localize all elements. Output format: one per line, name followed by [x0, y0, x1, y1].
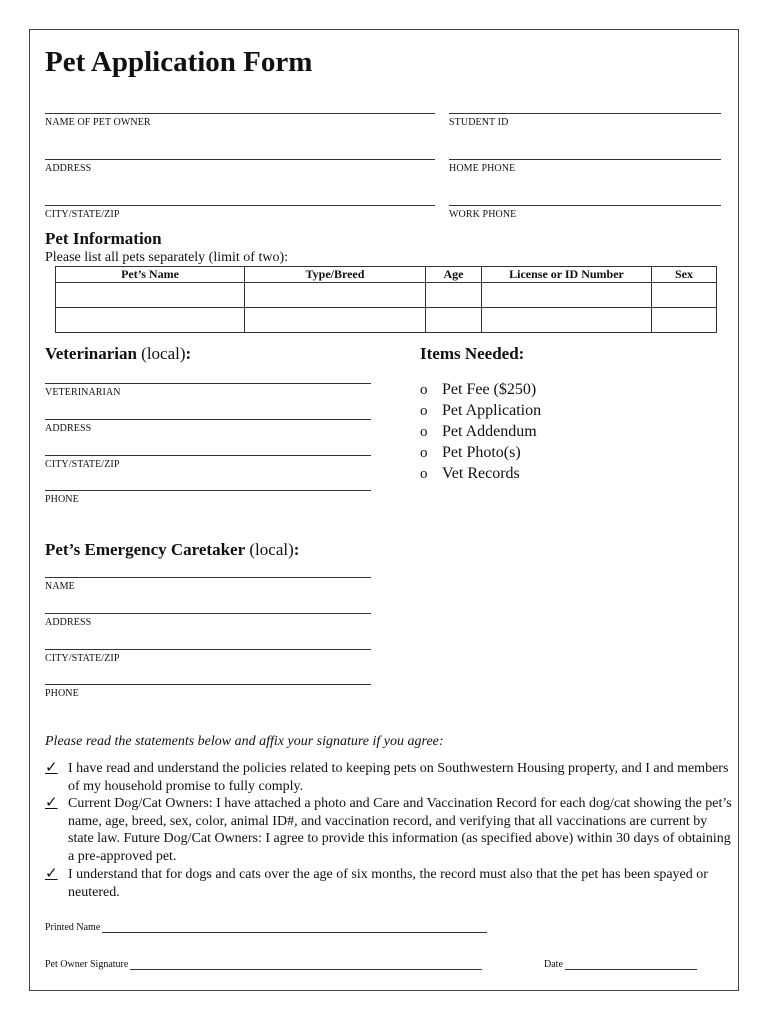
- work-phone-line[interactable]: [449, 205, 721, 206]
- owner-city-line[interactable]: [45, 205, 435, 206]
- date-row: [544, 959, 697, 970]
- list-item: [420, 400, 541, 421]
- item-pet-application: Pet Application: [442, 402, 542, 419]
- statements-instruction: Please read the statements below and affix your signature if you agree:: [45, 734, 444, 749]
- pet2-sex-cell[interactable]: [652, 308, 717, 333]
- pet-table: [55, 266, 717, 333]
- bullet-icon: o: [420, 466, 428, 482]
- pet1-breed-cell[interactable]: [245, 283, 426, 308]
- date-label: Date: [544, 959, 563, 970]
- pet2-name-cell[interactable]: [56, 308, 245, 333]
- vet-city-label: CITY/STATE/ZIP: [45, 459, 120, 470]
- caretaker-heading-colon: :: [293, 540, 300, 559]
- caretaker-address-label: ADDRESS: [45, 617, 92, 628]
- statement-text: I have read and understand the policies related to keeping pets on Southwestern Housing property, and I and members of my household promise to fully comply.: [68, 761, 729, 794]
- caretaker-name-line[interactable]: [45, 577, 371, 578]
- signature-row: [45, 959, 482, 970]
- pet2-breed-cell[interactable]: [245, 308, 426, 333]
- bullet-icon: o: [420, 424, 428, 440]
- work-phone-label: WORK PHONE: [449, 209, 517, 220]
- checkmark-icon[interactable]: ✓: [45, 795, 58, 811]
- pet1-age-cell[interactable]: [426, 283, 482, 308]
- list-item: [420, 463, 541, 484]
- owner-signature-field[interactable]: [130, 959, 482, 970]
- statement-text: Current Dog/Cat Owners: I have attached a photo and Care and Vaccination Record for each dog/cat showing the pet’s name, age, breed, sex, color, animal ID#, and vaccination record, and verifying that all vaccinations are current by state law. Future Dog/Cat Owners: I agree to provide this information (as specified above) within 30 days of obtaining a pre-approved pet.: [68, 796, 732, 864]
- col-type-breed: Type/Breed: [245, 267, 426, 283]
- caretaker-phone-label: PHONE: [45, 688, 79, 699]
- statement-spayed: [45, 866, 735, 901]
- printed-name-row: [45, 922, 487, 933]
- home-phone-label: HOME PHONE: [449, 163, 516, 174]
- owner-city-label: CITY/STATE/ZIP: [45, 209, 120, 220]
- owner-name-label: NAME OF PET OWNER: [45, 117, 151, 128]
- veterinarian-heading-bold: Veterinarian: [45, 344, 137, 363]
- caretaker-heading-local: (local): [245, 540, 294, 559]
- list-item: [420, 379, 541, 400]
- veterinarian-heading: [45, 344, 191, 364]
- student-id-label: STUDENT ID: [449, 117, 509, 128]
- item-pet-addendum: Pet Addendum: [442, 423, 537, 440]
- pet1-sex-cell[interactable]: [652, 283, 717, 308]
- item-pet-photos: Pet Photo(s): [442, 444, 521, 461]
- pet-info-heading: Pet Information: [45, 229, 162, 248]
- checkmark-icon[interactable]: ✓: [45, 866, 58, 882]
- vet-phone-line[interactable]: [45, 490, 371, 491]
- vet-address-line[interactable]: [45, 419, 371, 420]
- veterinarian-heading-colon: :: [185, 344, 192, 363]
- caretaker-heading: [45, 540, 299, 560]
- caretaker-city-label: CITY/STATE/ZIP: [45, 653, 120, 664]
- date-field[interactable]: [565, 959, 697, 970]
- printed-name-label: Printed Name: [45, 922, 101, 933]
- page-title: Pet Application Form: [45, 46, 313, 78]
- pet1-name-cell[interactable]: [56, 283, 245, 308]
- col-pet-name: Pet’s Name: [56, 267, 245, 283]
- student-id-line[interactable]: [449, 113, 721, 114]
- items-needed-heading: Items Needed:: [420, 344, 525, 363]
- bullet-icon: o: [420, 403, 428, 419]
- caretaker-heading-bold: Pet’s Emergency Caretaker: [45, 540, 246, 559]
- veterinarian-heading-local: (local): [136, 344, 186, 363]
- list-item: [420, 442, 541, 463]
- pet1-license-cell[interactable]: [482, 283, 652, 308]
- vet-address-label: ADDRESS: [45, 423, 92, 434]
- pet-table-header: [56, 267, 717, 283]
- list-item: [420, 421, 541, 442]
- owner-address-line[interactable]: [45, 159, 435, 160]
- owner-signature-label: Pet Owner Signature: [45, 959, 129, 970]
- caretaker-name-label: NAME: [45, 581, 75, 592]
- checkmark-icon[interactable]: ✓: [45, 760, 58, 776]
- vet-city-line[interactable]: [45, 455, 371, 456]
- pet-info-note: Please list all pets separately (limit of two):: [45, 250, 288, 265]
- owner-address-label: ADDRESS: [45, 163, 92, 174]
- caretaker-phone-line[interactable]: [45, 684, 371, 685]
- items-needed-list: [420, 379, 541, 484]
- bullet-icon: o: [420, 445, 428, 461]
- pet2-age-cell[interactable]: [426, 308, 482, 333]
- printed-name-field[interactable]: [102, 922, 487, 933]
- col-age: Age: [426, 267, 482, 283]
- statement-vaccination: [45, 795, 735, 865]
- caretaker-address-line[interactable]: [45, 613, 371, 614]
- caretaker-city-line[interactable]: [45, 649, 371, 650]
- table-row: [56, 308, 717, 333]
- bullet-icon: o: [420, 382, 428, 398]
- statement-policies: [45, 760, 735, 795]
- vet-name-label: VETERINARIAN: [45, 387, 121, 398]
- item-vet-records: Vet Records: [442, 465, 520, 482]
- table-row: [56, 283, 717, 308]
- vet-phone-label: PHONE: [45, 494, 79, 505]
- statement-text: I understand that for dogs and cats over the age of six months, the record must also that the pet has been spayed or neutered.: [68, 867, 708, 900]
- col-license: License or ID Number: [482, 267, 652, 283]
- col-sex: Sex: [652, 267, 717, 283]
- owner-name-line[interactable]: [45, 113, 435, 114]
- home-phone-line[interactable]: [449, 159, 721, 160]
- pet2-license-cell[interactable]: [482, 308, 652, 333]
- item-pet-fee: Pet Fee ($250): [442, 381, 537, 398]
- vet-name-line[interactable]: [45, 383, 371, 384]
